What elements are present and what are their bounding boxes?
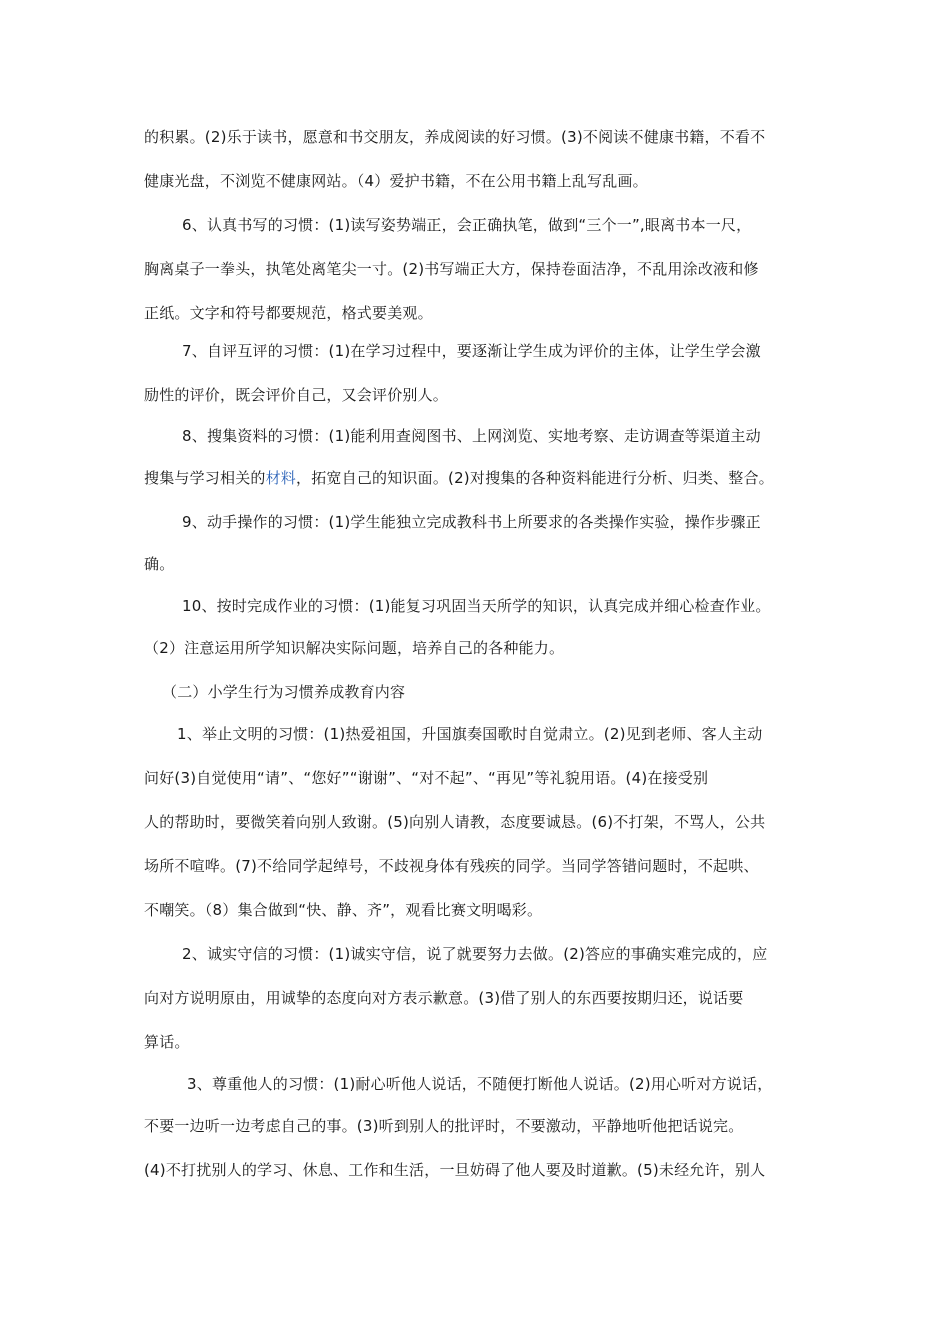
section-heading: （二）小学生行为习惯养成教育内容 [162, 683, 406, 701]
paragraph-line: 正纸。文字和符号都要规范，格式要美观。 [144, 304, 433, 322]
paragraph-line: 6、认真书写的习惯：(1)读写姿势端正，会正确执笔，做到“三个一”,眼离书本一尺， [182, 216, 752, 234]
paragraph-line: 不嘲笑。（8）集合做到“快、静、齐”，观看比赛文明喝彩。 [144, 901, 543, 919]
paragraph-line: 场所不喧哗。(7)不给同学起绰号，不歧视身体有残疾的同学。当同学答错问题时，不起哄、 [144, 857, 759, 875]
paragraph-line: 算话。 [144, 1033, 190, 1051]
paragraph-line: 7、自评互评的习惯：(1)在学习过程中，要逐渐让学生成为评价的主体，让学生学会激 [182, 342, 761, 360]
paragraph-line: 胸离桌子一拳头，执笔处离笔尖一寸。(2)书写端正大方，保持卷面洁净，不乱用涂改液和修 [144, 260, 759, 278]
paragraph-line: 问好(3)自觉使用“请”、“您好”“谢谢”、“对不起”、“再见”等礼貌用语。(4)在接受别 [144, 769, 709, 787]
paragraph-line: 10、按时完成作业的习惯：(1)能复习巩固当天所学的知识，认真完成并细心检查作业。 [182, 597, 771, 615]
paragraph-line: 2、诚实守信的习惯：(1)诚实守信，说了就要努力去做。(2)答应的事确实难完成的，应 [182, 945, 768, 963]
paragraph-line: 1、举止文明的习惯：(1)热爱祖国，升国旗奏国歌时自觉肃立。(2)见到老师、客人主动 [177, 725, 763, 743]
paragraph-line: 向对方说明原由，用诚挚的态度向对方表示歉意。(3)借了别人的东西要按期归还，说话要 [144, 989, 744, 1007]
paragraph-line: （2）注意运用所学知识解决实际问题，培养自己的各种能力。 [144, 639, 565, 657]
paragraph-line: 励性的评价，既会评价自己，又会评价别人。 [144, 386, 449, 404]
paragraph-line: 8、搜集资料的习惯：(1)能利用查阅图书、上网浏览、实地考察、走访调查等渠道主动 [182, 427, 761, 445]
materials-link[interactable]: 材料 [265, 469, 297, 487]
paragraph-line: 人的帮助时，要微笑着向别人致谢。(5)向别人请教，态度要诚恳。(6)不打架，不骂人，公共 [144, 813, 766, 831]
link-line-before: 搜集与学习相关的 [144, 469, 266, 487]
paragraph-line: 健康光盘，不浏览不健康网站。（4）爱护书籍，不在公用书籍上乱写乱画。 [144, 172, 648, 190]
paragraph-line: (4)不打扰别人的学习、休息、工作和生活，一旦妨碍了他人要及时道歉。(5)未经允许，别人 [144, 1161, 766, 1179]
paragraph-line: 不要一边听一边考虑自己的事。(3)听到别人的批评时，不要激动，平静地听他把话说完。 [144, 1117, 744, 1135]
link-line-after: ，拓宽自己的知识面。(2)对搜集的各种资料能进行分析、归类、整合。 [296, 469, 774, 487]
paragraph-line: 的积累。(2)乐于读书，愿意和书交朋友，养成阅读的好习惯。(3)不阅读不健康书籍，不看不 [144, 128, 766, 146]
paragraph-line: 确。 [144, 555, 175, 573]
paragraph-line: 3、尊重他人的习惯：(1)耐心听他人说话，不随便打断他人说话。(2)用心听对方说话， [187, 1075, 773, 1093]
paragraph-line: 9、动手操作的习惯：(1)学生能独立完成教科书上所要求的各类操作实验，操作步骤正 [182, 513, 761, 531]
paragraph-line-with-link [144, 467, 824, 489]
